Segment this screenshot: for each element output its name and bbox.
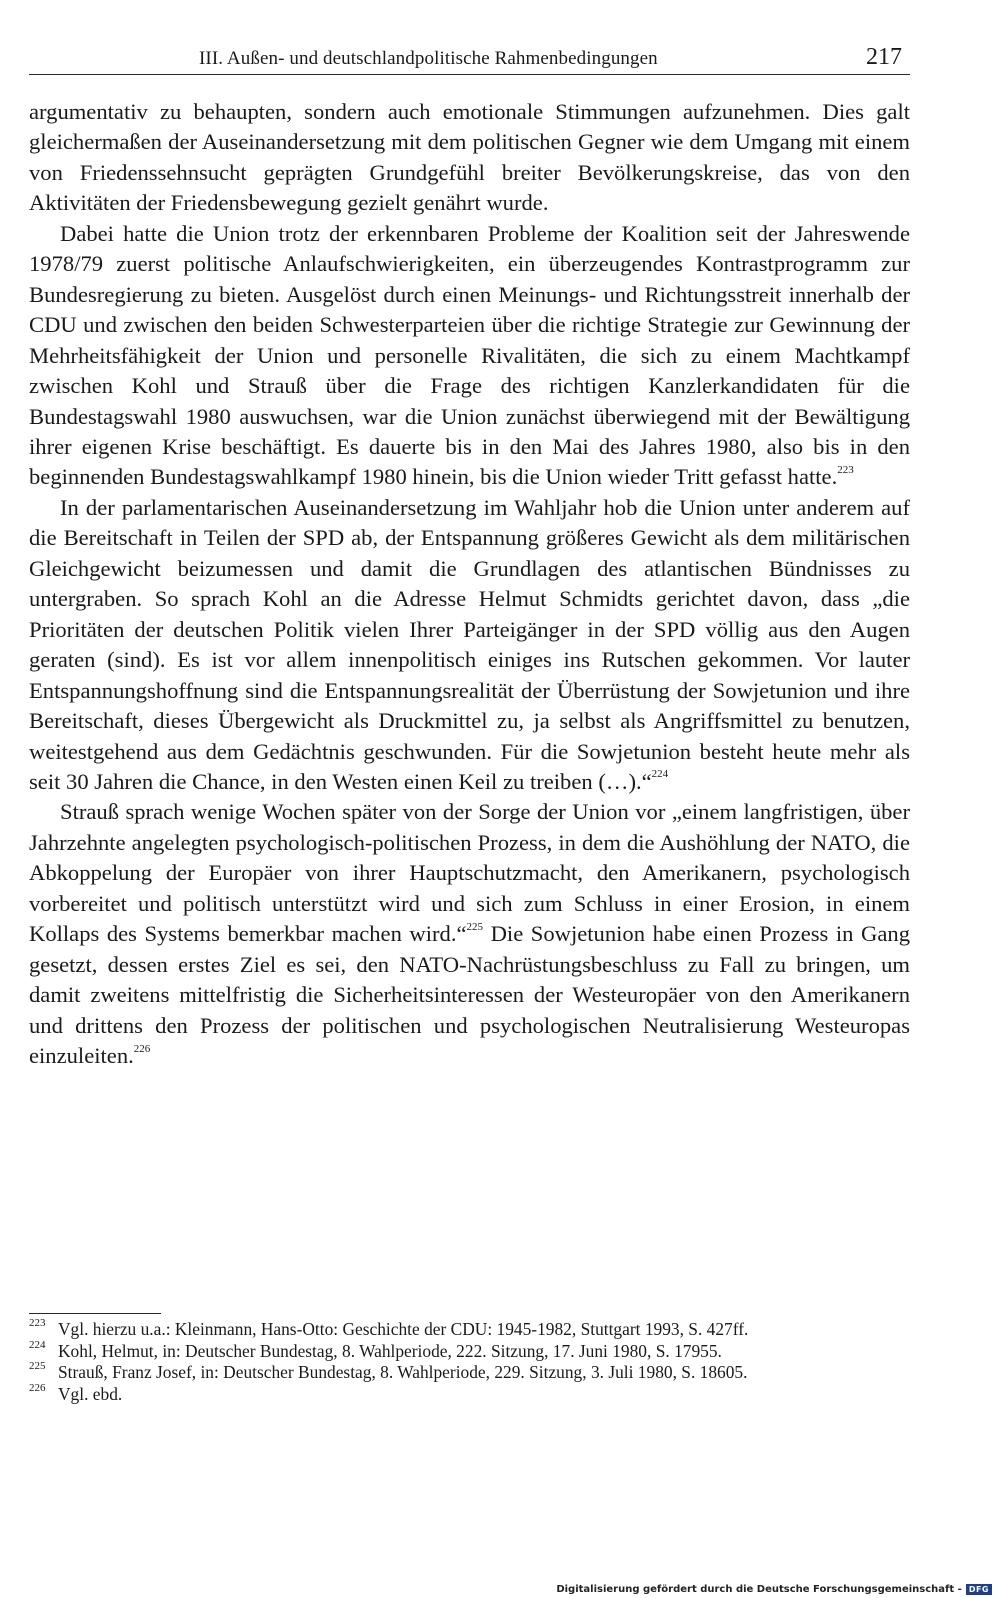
paragraph-text: In der parlamentarischen Auseinandersetzung im Wahljahr hob die Union unter anderem auf die Bereitschaft in Teilen der SPD ab, der Entspannung größeres Gewicht als dem militärischen Gleichgewicht beizumessen und damit die Grundlagen des atlantischen Bündnisses zu untergraben. So sprach Kohl an die Adresse Helmut Schmidts gerichtet davon, dass „die Prioritäten der deutschen Politik vielen Ihrer Parteigänger in der SPD völlig aus den Augen geraten (sind). Es ist vor allem innenpolitisch einiges ins Rutschen gekommen. Vor lauter Entspannungshoffnung sind die Entspannungsrealität der Überrüstung der Sowjetunion und ihre Bereitschaft, dieses Übergewicht als Druckmittel zu, ja selbst als Angriffsmittel zu benutzen, weitestgehend aus dem Gedächtnis geschwunden. Für die Sowjetunion besteht heute mehr als seit 30 Jahren die Chance, in den Westen einen Keil zu treiben (…).“ [29, 494, 910, 794]
footnote-number: 226 [29, 1381, 46, 1394]
digitization-credit [556, 1584, 992, 1595]
body-text [29, 97, 910, 1072]
footnote-number: 224 [29, 1338, 46, 1351]
footnote-text: Vgl. hierzu u.a.: Kleinmann, Hans-Otto: Geschichte der CDU: 1945-1982, Stuttgart 1993, S. 427ff. [58, 1319, 749, 1339]
body-paragraph [29, 493, 910, 798]
paragraph-text: Die Sowjetunion habe einen Prozess in Gang gesetzt, dessen erstes Ziel es sei, den NATO-Nachrüstungsbeschluss zu Fall zu bringen, um damit zweitens mittelfristig die Sicherheitsinteressen der Westeuropäer von den Amerikanern und drittens den Prozess der politischen und psychologischen Neutralisierung Westeuropas einzuleiten. [29, 921, 910, 1069]
dfg-logo-icon: DFG [966, 1584, 992, 1595]
footnote [29, 1362, 910, 1384]
footnote-text: Strauß, Franz Josef, in: Deutscher Bundestag, 8. Wahlperiode, 229. Sitzung, 3. Juli 1980, S. 18605. [58, 1362, 748, 1382]
footnote-reference[interactable]: 226 [133, 1042, 151, 1055]
footnote-text: Kohl, Helmut, in: Deutscher Bundestag, 8. Wahlperiode, 222. Sitzung, 17. Juni 1980, S. 17955. [58, 1340, 722, 1361]
footnote-number: 223 [29, 1317, 46, 1329]
body-paragraph [29, 219, 910, 493]
body-paragraph [29, 797, 910, 1071]
running-head [29, 44, 910, 75]
footnote [29, 1338, 910, 1363]
paragraph-text: argumentativ zu behaupten, sondern auch emotionale Stimmungen aufzunehmen. Dies galt gleichermaßen der Auseinandersetzung mit dem politischen Gegner wie dem Umgang mit einem von Friedenssehnsucht geprägten Grundgefühl breiter Bevölkerungskreise, das von den Aktivitäten der Friedensbewegung gezielt genährt wurde. [29, 99, 910, 216]
body-paragraph [29, 97, 910, 219]
credit-text: Digitalisierung gefördert durch die Deutsche Forschungsgemeinschaft - [556, 1584, 962, 1595]
footnote-reference[interactable]: 225 [466, 920, 484, 933]
footnote-reference[interactable]: 224 [651, 768, 669, 781]
paragraph-text: Strauß sprach wenige Wochen später von der Sorge der Union vor „einem langfristigen, über Jahrzehnte angelegten psychologisch-politischen Prozess, in dem die Aushöhlung der NATO, die Abkoppelung der Europäer von ihrer Hauptschutzmacht, den Amerikanern, psychologisch vorbereitet und politisch unterstützt wird und sich zum Schluss in einer Erosion, in einem Kollaps des Systems bemerkbar machen wird.“ [29, 799, 910, 947]
footnote [29, 1381, 910, 1406]
footnote-reference[interactable]: 223 [837, 463, 854, 476]
running-head-title: III. Außen- und deutschlandpolitische Rahmenbedingungen [199, 48, 658, 69]
footnote-separator [29, 1313, 161, 1314]
footnote [29, 1319, 910, 1341]
paragraph-text: Dabei hatte die Union trotz der erkennbaren Probleme der Koalition seit der Jahreswende 1978/79 zuerst politische Anlaufschwierigkeiten, ein überzeugendes Kontrastprogramm zur Bundesregierung zu bieten. Ausgelöst durch einen Meinungs- und Richtungsstreit innerhalb der CDU und zwischen den beiden Schwesterparteien über die richtige Strategie zur Gewinnung der Mehrheitsfähigkeit der Union und personelle Rivalitäten, die sich zu einem Machtkampf zwischen Kohl und Strauß über die Frage des richtigen Kanzlerkandidaten für die Bundestagswahl 1980 auswuchsen, war die Union zunächst überwiegend mit der Bewältigung ihrer eigenen Krise beschäftigt. Es dauerte bis in den Mai des Jahres 1980, also bis in den beginnenden Bundestagswahlkampf 1980 hinein, bis die Union wieder Tritt gefasst hatte. [29, 220, 910, 490]
footnotes [29, 1319, 910, 1405]
footnote-text: Vgl. ebd. [58, 1383, 123, 1404]
page-number: 217 [866, 44, 902, 70]
footnote-number: 225 [29, 1360, 46, 1372]
